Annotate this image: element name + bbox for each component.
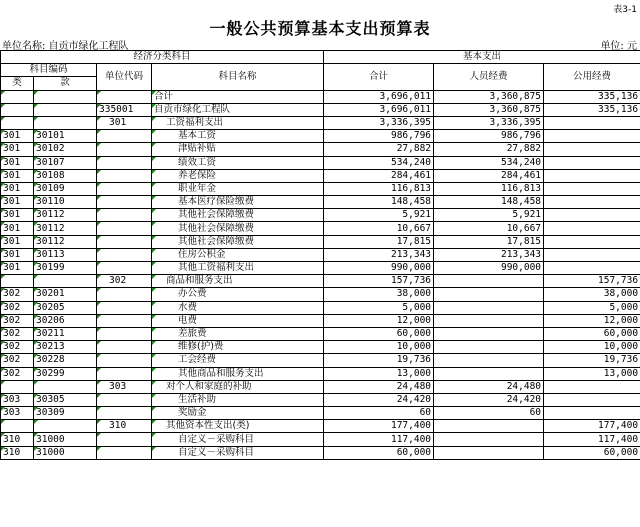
public-cell <box>544 393 640 406</box>
table-row <box>1 341 640 354</box>
table-row <box>1 275 640 288</box>
public-cell <box>544 222 640 235</box>
dept-code-cell: 302 <box>97 275 152 288</box>
lei-cell: 302 <box>1 327 34 340</box>
total-header: 合计 <box>324 64 434 90</box>
dept-code-cell <box>97 182 152 195</box>
total-cell: 3,696,011 <box>324 90 434 103</box>
personnel-cell <box>434 420 544 433</box>
subject-name-cell: 基本医疗保险缴费 <box>152 196 324 209</box>
lei-cell: 301 <box>1 143 34 156</box>
total-cell: 13,000 <box>324 367 434 380</box>
subject-name-cell: 对个人和家庭的补助 <box>152 380 324 393</box>
lei-cell: 302 <box>1 367 34 380</box>
lei-cell <box>1 90 34 103</box>
dept-code-cell <box>97 433 152 446</box>
subject-name-cell: 其他社会保障缴费 <box>152 209 324 222</box>
table-row <box>1 143 640 156</box>
subject-name-cell: 维修(护)费 <box>152 341 324 354</box>
total-cell: 213,343 <box>324 248 434 261</box>
dept-code-cell: 301 <box>97 116 152 129</box>
lei-cell: 303 <box>1 407 34 420</box>
total-cell: 148,458 <box>324 196 434 209</box>
table-row <box>1 354 640 367</box>
personnel-cell <box>434 354 544 367</box>
unit-name: 单位名称: 自贡市绿化工程队 <box>2 41 129 52</box>
subject-name-cell: 奖励金 <box>152 407 324 420</box>
public-cell <box>544 143 640 156</box>
dept-code-cell <box>97 288 152 301</box>
table-row <box>1 288 640 301</box>
lei-cell: 301 <box>1 182 34 195</box>
kuan-cell <box>34 275 97 288</box>
kuan-cell: 30299 <box>34 367 97 380</box>
personnel-cell: 534,240 <box>434 156 544 169</box>
dept-code-cell <box>97 314 152 327</box>
table-row <box>1 156 640 169</box>
personnel-cell <box>434 341 544 354</box>
subject-name-cell: 其他社会保障缴费 <box>152 222 324 235</box>
subject-name-cell: 其他商品和服务支出 <box>152 367 324 380</box>
kuan-cell: 30109 <box>34 182 97 195</box>
table-row <box>1 196 640 209</box>
lei-cell: 302 <box>1 341 34 354</box>
basic-group-header: 基本支出 <box>324 51 640 64</box>
public-cell: 60,000 <box>544 327 640 340</box>
kuan-cell: 30213 <box>34 341 97 354</box>
lei-cell: 310 <box>1 433 34 446</box>
kuan-cell: 30101 <box>34 130 97 143</box>
table-row <box>1 262 640 275</box>
total-cell: 990,000 <box>324 262 434 275</box>
personnel-cell: 116,813 <box>434 182 544 195</box>
total-cell: 157,736 <box>324 275 434 288</box>
personnel-cell <box>434 275 544 288</box>
subject-name-cell: 水费 <box>152 301 324 314</box>
dept-code-cell <box>97 156 152 169</box>
dept-code-cell <box>97 407 152 420</box>
total-cell: 3,336,395 <box>324 116 434 129</box>
personnel-cell <box>434 301 544 314</box>
subject-name-cell: 住房公积金 <box>152 248 324 261</box>
table-row <box>1 407 640 420</box>
total-cell: 10,667 <box>324 222 434 235</box>
kuan-cell: 30205 <box>34 301 97 314</box>
public-cell: 60,000 <box>544 446 640 459</box>
table-row <box>1 116 640 129</box>
kuan-cell: 30113 <box>34 248 97 261</box>
table-row <box>1 433 640 446</box>
kuan-cell: 30112 <box>34 235 97 248</box>
total-cell: 12,000 <box>324 314 434 327</box>
total-cell: 5,921 <box>324 209 434 222</box>
personnel-cell: 213,343 <box>434 248 544 261</box>
lei-cell: 301 <box>1 156 34 169</box>
personnel-cell <box>434 288 544 301</box>
dept-code-cell <box>97 196 152 209</box>
total-cell: 60,000 <box>324 446 434 459</box>
personnel-header: 人员经费 <box>434 64 544 90</box>
table-row <box>1 301 640 314</box>
public-cell: 10,000 <box>544 341 640 354</box>
dept-code-cell: 335001 <box>97 103 152 116</box>
total-cell: 24,480 <box>324 380 434 393</box>
table-row <box>1 103 640 116</box>
dept-code-cell: 303 <box>97 380 152 393</box>
total-cell: 177,400 <box>324 420 434 433</box>
subject-name-cell: 基本工资 <box>152 130 324 143</box>
personnel-cell: 17,815 <box>434 235 544 248</box>
lei-cell: 302 <box>1 354 34 367</box>
subject-name-cell: 养老保险 <box>152 169 324 182</box>
subject-name-cell: 电费 <box>152 314 324 327</box>
public-cell <box>544 156 640 169</box>
lei-cell: 301 <box>1 262 34 275</box>
personnel-cell: 986,796 <box>434 130 544 143</box>
lei-cell: 302 <box>1 301 34 314</box>
kuan-cell: 30107 <box>34 156 97 169</box>
kuan-cell <box>34 90 97 103</box>
dept-code-cell <box>97 393 152 406</box>
table-row <box>1 235 640 248</box>
subject-name-cell: 商品和服务支出 <box>152 275 324 288</box>
total-cell: 117,400 <box>324 433 434 446</box>
personnel-cell: 3,360,875 <box>434 90 544 103</box>
subject-name-cell: 津贴补贴 <box>152 143 324 156</box>
personnel-cell: 27,882 <box>434 143 544 156</box>
personnel-cell: 3,360,875 <box>434 103 544 116</box>
public-cell <box>544 407 640 420</box>
kuan-header: 款 <box>34 77 97 90</box>
table-id: 表3-1 <box>613 5 637 15</box>
lei-cell: 303 <box>1 393 34 406</box>
subject-name-cell: 工资福利支出 <box>152 116 324 129</box>
dept-code-cell <box>97 341 152 354</box>
total-cell: 17,815 <box>324 235 434 248</box>
total-cell: 986,796 <box>324 130 434 143</box>
subject-name-header: 科目名称 <box>152 64 324 90</box>
personnel-cell: 5,921 <box>434 209 544 222</box>
public-cell: 117,400 <box>544 433 640 446</box>
kuan-cell: 30112 <box>34 222 97 235</box>
lei-cell: 301 <box>1 222 34 235</box>
public-cell: 335,136 <box>544 90 640 103</box>
personnel-cell: 284,461 <box>434 169 544 182</box>
personnel-cell: 24,420 <box>434 393 544 406</box>
dept-code-cell <box>97 235 152 248</box>
lei-cell: 301 <box>1 235 34 248</box>
dept-code-cell <box>97 209 152 222</box>
lei-cell <box>1 420 34 433</box>
budget-table <box>0 50 640 460</box>
table-row <box>1 248 640 261</box>
public-cell <box>544 235 640 248</box>
personnel-cell: 148,458 <box>434 196 544 209</box>
personnel-cell: 10,667 <box>434 222 544 235</box>
dept-code-cell <box>97 327 152 340</box>
kuan-cell: 30112 <box>34 209 97 222</box>
total-cell: 284,461 <box>324 169 434 182</box>
public-cell: 19,736 <box>544 354 640 367</box>
lei-cell: 302 <box>1 288 34 301</box>
kuan-cell: 31000 <box>34 446 97 459</box>
total-cell: 534,240 <box>324 156 434 169</box>
public-cell: 177,400 <box>544 420 640 433</box>
kuan-cell: 30108 <box>34 169 97 182</box>
kuan-cell <box>34 103 97 116</box>
table-row <box>1 314 640 327</box>
subject-name-cell: 工会经费 <box>152 354 324 367</box>
personnel-cell: 990,000 <box>434 262 544 275</box>
dept-code-cell <box>97 301 152 314</box>
dept-code-cell <box>97 90 152 103</box>
personnel-cell <box>434 314 544 327</box>
kuan-cell: 30102 <box>34 143 97 156</box>
total-cell: 19,736 <box>324 354 434 367</box>
table-row <box>1 380 640 393</box>
subject-name-cell: 自定义－采购科目 <box>152 446 324 459</box>
public-cell: 13,000 <box>544 367 640 380</box>
table-row <box>1 367 640 380</box>
total-cell: 5,000 <box>324 301 434 314</box>
total-cell: 60 <box>324 407 434 420</box>
personnel-cell <box>434 433 544 446</box>
public-cell <box>544 130 640 143</box>
table-row <box>1 446 640 459</box>
code-group-header: 科目编码 <box>1 64 97 77</box>
public-header: 公用经费 <box>544 64 640 90</box>
public-cell <box>544 248 640 261</box>
total-cell: 10,000 <box>324 341 434 354</box>
subject-name-cell: 其他工资福利支出 <box>152 262 324 275</box>
kuan-cell: 30228 <box>34 354 97 367</box>
subject-name-cell: 差旅费 <box>152 327 324 340</box>
lei-cell: 302 <box>1 314 34 327</box>
total-cell: 60,000 <box>324 327 434 340</box>
kuan-cell: 31000 <box>34 433 97 446</box>
public-cell: 157,736 <box>544 275 640 288</box>
lei-cell <box>1 275 34 288</box>
public-cell <box>544 169 640 182</box>
dept-code-cell: 310 <box>97 420 152 433</box>
currency-unit: 单位: 元 <box>600 41 637 52</box>
public-cell <box>544 182 640 195</box>
dept-code-cell <box>97 169 152 182</box>
kuan-cell <box>34 116 97 129</box>
dept-code-cell <box>97 248 152 261</box>
lei-cell <box>1 103 34 116</box>
lei-header: 类 <box>1 77 34 90</box>
subject-name-cell: 绩效工资 <box>152 156 324 169</box>
econ-group-header: 经济分类科目 <box>1 51 324 64</box>
table-row <box>1 90 640 103</box>
subject-name-cell: 职业年金 <box>152 182 324 195</box>
total-cell: 27,882 <box>324 143 434 156</box>
public-cell: 5,000 <box>544 301 640 314</box>
personnel-cell <box>434 327 544 340</box>
subject-name-cell: 生活补助 <box>152 393 324 406</box>
public-cell <box>544 380 640 393</box>
dept-code-cell <box>97 222 152 235</box>
personnel-cell: 24,480 <box>434 380 544 393</box>
total-cell: 116,813 <box>324 182 434 195</box>
lei-cell <box>1 380 34 393</box>
total-cell: 3,696,011 <box>324 103 434 116</box>
lei-cell: 301 <box>1 209 34 222</box>
dept-code-cell <box>97 262 152 275</box>
dept-code-cell <box>97 354 152 367</box>
public-cell: 38,000 <box>544 288 640 301</box>
subject-name-cell: 自定义－采购科目 <box>152 433 324 446</box>
kuan-cell: 30201 <box>34 288 97 301</box>
table-row <box>1 169 640 182</box>
lei-cell: 301 <box>1 196 34 209</box>
lei-cell: 301 <box>1 169 34 182</box>
kuan-cell: 30211 <box>34 327 97 340</box>
dept-code-cell <box>97 143 152 156</box>
page-title: 一般公共预算基本支出预算表 <box>209 19 431 38</box>
kuan-cell <box>34 380 97 393</box>
total-cell: 24,420 <box>324 393 434 406</box>
public-cell <box>544 262 640 275</box>
kuan-cell: 30110 <box>34 196 97 209</box>
table-row <box>1 209 640 222</box>
subject-name-cell: 办公费 <box>152 288 324 301</box>
public-cell <box>544 196 640 209</box>
kuan-cell <box>34 420 97 433</box>
dept-code-cell <box>97 446 152 459</box>
total-cell: 38,000 <box>324 288 434 301</box>
personnel-cell <box>434 446 544 459</box>
public-cell: 12,000 <box>544 314 640 327</box>
lei-cell: 301 <box>1 130 34 143</box>
personnel-cell <box>434 367 544 380</box>
lei-cell <box>1 116 34 129</box>
public-cell <box>544 116 640 129</box>
dept-code-cell <box>97 367 152 380</box>
kuan-cell: 30309 <box>34 407 97 420</box>
dept-code-cell <box>97 130 152 143</box>
personnel-cell: 60 <box>434 407 544 420</box>
table-row <box>1 420 640 433</box>
table-row <box>1 182 640 195</box>
subject-name-cell: 合计 <box>152 90 324 103</box>
kuan-cell: 30199 <box>34 262 97 275</box>
public-cell: 335,136 <box>544 103 640 116</box>
kuan-cell: 30206 <box>34 314 97 327</box>
kuan-cell: 30305 <box>34 393 97 406</box>
table-row <box>1 393 640 406</box>
subject-name-cell: 其他资本性支出(类) <box>152 420 324 433</box>
table-row <box>1 222 640 235</box>
public-cell <box>544 209 640 222</box>
table-row <box>1 130 640 143</box>
lei-cell: 310 <box>1 446 34 459</box>
dept-code-header: 单位代码 <box>97 64 152 90</box>
table-row <box>1 327 640 340</box>
subject-name-cell: 其他社会保障缴费 <box>152 235 324 248</box>
personnel-cell: 3,336,395 <box>434 116 544 129</box>
lei-cell: 301 <box>1 248 34 261</box>
subject-name-cell: 自贡市绿化工程队 <box>152 103 324 116</box>
